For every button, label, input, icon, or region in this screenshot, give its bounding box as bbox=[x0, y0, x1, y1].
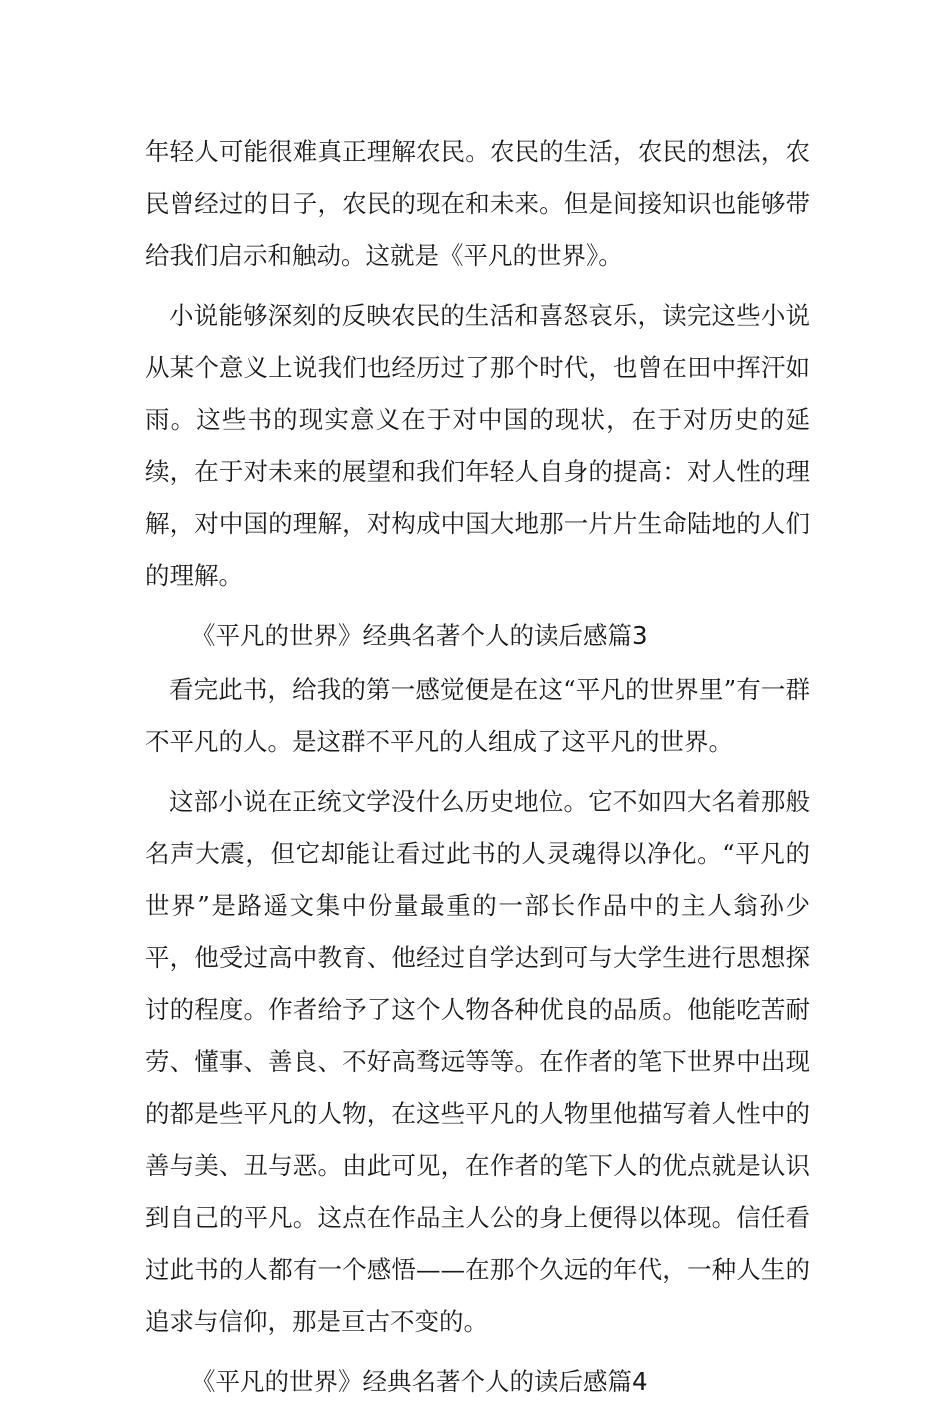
section-heading-4 bbox=[145, 1356, 810, 1408]
paragraph-1: 年轻人可能很难真正理解农民。农民的生活，农民的想法，农民曾经过的日子，农民的现在和未来。但是间接知识也能够带给我们启示和触动。这就是《平凡的世界》。 bbox=[145, 137, 810, 270]
section-heading-3-number: 3 bbox=[632, 621, 648, 650]
section-heading-3 bbox=[145, 610, 810, 662]
section-heading-4-number: 4 bbox=[632, 1367, 648, 1396]
section-heading-4-text: 《平凡的世界》经典名著个人的读后感篇 bbox=[191, 1367, 632, 1396]
document-body bbox=[145, 126, 810, 1408]
paragraph-3: 看完此书，给我的第一感觉便是在这“平凡的世界里”有一群不平凡的人。是这群不平凡的人组成了这平凡的世界。 bbox=[145, 675, 810, 756]
section-heading-3-text: 《平凡的世界》经典名著个人的读后感篇 bbox=[191, 621, 632, 650]
paragraph-4: 这部小说在正统文学没什么历史地位。它不如四大名着那般名声大震，但它却能让看过此书的人灵魂得以净化。“平凡的世界”是路遥文集中份量最重的一部长作品中的主人翁孙少平，他受过高中教育、他经过自学达到可与大学生进行思想探讨的程度。作者给予了这个人物各种优良的品质。他能吃苦耐劳、懂事、善良、不好高骛远等等。在作者的笔下世界中出现的都是些平凡的人物，在这些平凡的人物里他描写着人性中的善与美、丑与恶。由此可见，在作者的笔下人的优点就是认识到自己的平凡。这点在作品主人公的身上便得以体现。信任看过此书的人都有一个感悟——在那个久远的年代，一种人生的追求与信仰，那是亘古不变的。 bbox=[145, 787, 810, 1336]
paragraph-2: 小说能够深刻的反映农民的生活和喜怒哀乐，读完这些小说从某个意义上说我们也经历过了那个时代，也曾在田中挥汗如雨。这些书的现实意义在于对中国的现状，在于对历史的延续，在于对未来的展望和我们年轻人自身的提高：对人性的理解，对中国的理解，对构成中国大地那一片片生命陆地的人们的理解。 bbox=[145, 301, 810, 590]
